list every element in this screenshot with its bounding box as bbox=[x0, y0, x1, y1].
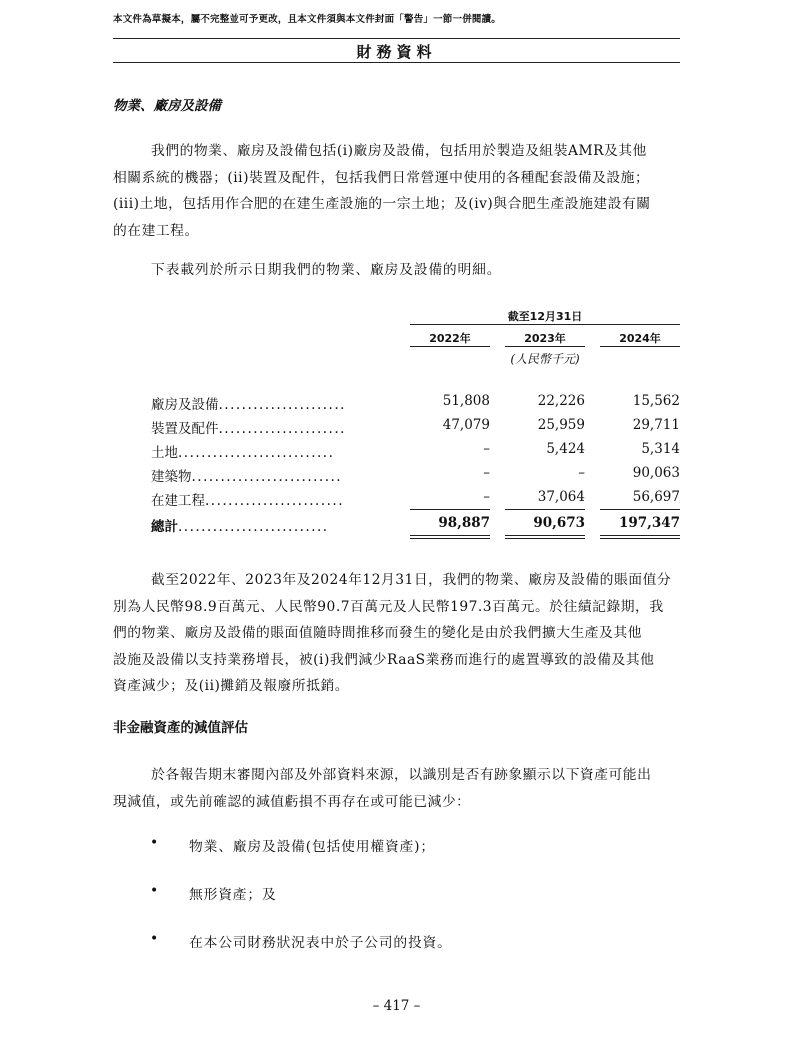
paragraph-line: 截至2022年、2023年及2024年12月31日，我們的物業、廠房及設備的賬面值分 bbox=[151, 572, 672, 588]
unit-label: (人民幣千元) bbox=[510, 352, 580, 366]
page-number: – 417 – bbox=[372, 998, 421, 1014]
table-cell: 25,959 bbox=[537, 417, 585, 433]
column-header-2022: 2022年 bbox=[429, 332, 471, 345]
table-cell: 5,314 bbox=[641, 441, 680, 457]
table-cell: 5,424 bbox=[546, 441, 585, 457]
table-cell: – bbox=[483, 465, 490, 481]
table-group-header: 截至12月31日 bbox=[507, 310, 583, 323]
paragraph-line: 們的物業、廠房及設備的賬面值隨時間推移而發生的變化是由於我們擴大生產及其他 bbox=[113, 625, 642, 641]
ppe-description-paragraph bbox=[113, 138, 680, 244]
paragraph-line: 的在建工程。 bbox=[113, 222, 199, 239]
table-cell: 22,226 bbox=[537, 393, 585, 409]
total-double-rule bbox=[600, 535, 680, 539]
table-total-cell: 90,673 bbox=[533, 515, 585, 531]
table-total-cell: 98,887 bbox=[438, 515, 490, 531]
bullet-marker: • bbox=[150, 883, 159, 899]
table-cell: – bbox=[483, 441, 490, 457]
table-cell: – bbox=[483, 489, 490, 505]
table-row-label: 廠房及設備...................... bbox=[151, 397, 346, 413]
table-total-cell: 197,347 bbox=[618, 515, 680, 531]
subtotal-rule bbox=[410, 509, 490, 510]
subtotal-rule bbox=[600, 509, 680, 510]
bullet-item: 在本公司財務狀況表中於子公司的投資。 bbox=[189, 935, 452, 951]
paragraph-line: 於各報告期末審閱內部及外部資料來源，以識別是否有跡象顯示以下資產可能出 bbox=[151, 767, 652, 783]
bullet-item: 物業、廠房及設備(包括使用權資產)； bbox=[189, 839, 435, 855]
title-rule bbox=[113, 62, 680, 63]
table-cell: 90,063 bbox=[632, 465, 680, 481]
table-cell: 47,079 bbox=[442, 417, 490, 433]
page-title: 財務資料 bbox=[356, 43, 437, 61]
table-total-label: 總計.......................... bbox=[151, 519, 329, 535]
carrying-value-paragraph bbox=[113, 567, 680, 700]
column-rule bbox=[410, 346, 490, 347]
bullet-marker: • bbox=[150, 931, 159, 947]
table-cell: – bbox=[578, 465, 585, 481]
table-group-rule bbox=[410, 324, 680, 325]
table-cell: 15,562 bbox=[632, 393, 680, 409]
bullet-marker: • bbox=[150, 835, 159, 851]
table-cell: 37,064 bbox=[537, 489, 585, 505]
paragraph-line: 現減值，或先前確認的減值虧損不再存在或可能已減少： bbox=[113, 793, 471, 810]
column-header-2024: 2024年 bbox=[619, 332, 661, 345]
column-rule bbox=[505, 346, 585, 347]
table-intro: 下表載列於所示日期我們的物業、廠房及設備的明細。 bbox=[151, 262, 502, 278]
paragraph-line: 資產減少；及(ii)攤銷及報廢所抵銷。 bbox=[113, 678, 350, 694]
paragraph-line: 我們的物業、廠房及設備包括(i)廠房及設備，包括用於製造及組裝AMR及其他 bbox=[151, 143, 647, 159]
paragraph-line: 相關系統的機器；(ii)裝置及配件，包括我們日常營運中使用的各種配套設備及設施； bbox=[113, 169, 650, 186]
total-double-rule bbox=[410, 535, 490, 539]
draft-disclaimer: 本文件為草擬本，屬不完整並可予更改，且本文件須與本文件封面「警告」一節一併閱讀。 bbox=[113, 14, 502, 25]
column-rule bbox=[600, 346, 680, 347]
paragraph-line: 設施及設備以支持業務增長，被(i)我們減少RaaS業務而進行的處置導致的設備及其他 bbox=[113, 651, 655, 668]
total-double-rule bbox=[505, 535, 585, 539]
table-row-label: 土地........................... bbox=[151, 445, 335, 461]
table-cell: 56,697 bbox=[632, 489, 680, 505]
bullet-item: 無形資產；及 bbox=[189, 887, 277, 903]
paragraph-line: 別為人民幣98.9百萬元、人民幣90.7百萬元及人民幣197.3百萬元。於往績記錄期，我 bbox=[113, 598, 664, 615]
section-heading-ppe: 物業、廠房及設備 bbox=[113, 98, 221, 114]
table-row-label: 建築物.......................... bbox=[151, 469, 343, 485]
section-heading-impairment: 非金融資產的減值評估 bbox=[113, 720, 248, 736]
table-cell: 51,808 bbox=[442, 393, 490, 409]
paragraph-line: (iii)土地，包括用作合肥的在建生產設施的一宗土地；及(iv)與合肥生產設施建設有關 bbox=[113, 196, 651, 212]
impairment-paragraph bbox=[113, 762, 680, 815]
table-row-label: 裝置及配件...................... bbox=[151, 421, 346, 437]
table-row-label: 在建工程........................ bbox=[151, 493, 344, 509]
table-cell: 29,711 bbox=[632, 417, 680, 433]
header-rule bbox=[113, 38, 680, 39]
column-header-2023: 2023年 bbox=[524, 332, 566, 345]
subtotal-rule bbox=[505, 509, 585, 510]
